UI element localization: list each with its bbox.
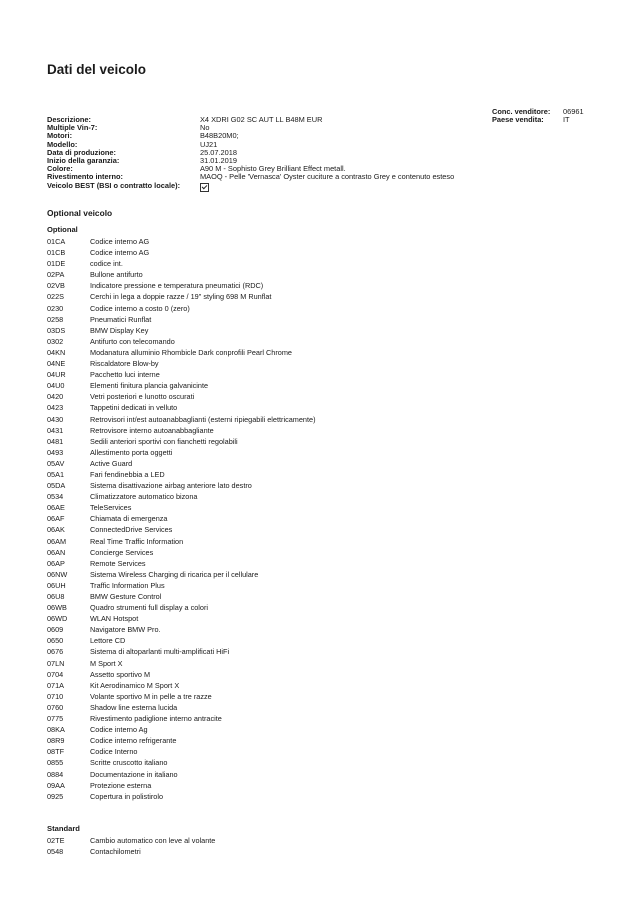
standard-item	[47, 835, 215, 846]
dealer-info	[492, 108, 584, 125]
option-description: Codice Interno	[90, 747, 138, 757]
spec-row	[47, 132, 454, 140]
optional-item	[47, 469, 316, 480]
optional-item	[47, 658, 316, 669]
optional-item	[47, 713, 316, 724]
optional-item	[47, 314, 316, 325]
optional-item	[47, 380, 316, 391]
optional-item	[47, 646, 316, 657]
option-description: Bullone antifurto	[90, 270, 143, 280]
optional-item	[47, 336, 316, 347]
option-code: 05AV	[47, 458, 65, 468]
optional-item	[47, 735, 316, 746]
optional-item	[47, 303, 316, 314]
option-description: Vetri posteriori e lunotto oscurati	[90, 392, 195, 402]
option-description: BMW Gesture Control	[90, 592, 162, 601]
option-code: 04U0	[47, 381, 65, 391]
optional-item	[47, 724, 316, 735]
option-description: Retrovisori int/est autoanabbaglianti (esterni ripiegabili elettricamente)	[90, 414, 316, 424]
option-code: 06AM	[47, 536, 67, 546]
vehicle-specs	[47, 116, 454, 193]
option-code: 0884	[47, 769, 64, 779]
optional-item	[47, 691, 316, 702]
optional-item	[47, 347, 316, 358]
optional-item	[47, 391, 316, 402]
spec-label: Rivestimento interno:	[47, 172, 123, 182]
option-description: Climatizzatore automatico bizona	[90, 492, 198, 502]
optional-item	[47, 558, 316, 569]
option-description: Rivestimento padiglione interno antracite	[90, 714, 222, 724]
option-description: Assetto sportivo M	[90, 669, 151, 679]
option-description: Quadro strumenti full display a colori	[90, 603, 209, 613]
optional-item	[47, 547, 316, 558]
option-code: 06UH	[47, 580, 66, 590]
option-code: 0258	[47, 314, 64, 324]
spec-label: Colore:	[47, 164, 73, 174]
option-code: 09AA	[47, 780, 65, 790]
optional-item	[47, 480, 316, 491]
option-description: Codice interno AG	[90, 237, 150, 246]
option-code: 0493	[47, 447, 64, 457]
spec-label: Motori:	[47, 131, 73, 141]
option-code: 0760	[47, 702, 64, 712]
option-description: Cambio automatico con leve al volante	[90, 836, 216, 845]
option-description: Sistema disattivazione airbag anteriore lato destro	[90, 481, 252, 491]
option-description: Sistema Wireless Charging di ricarica per il cellulare	[90, 569, 259, 579]
option-code: 06U8	[47, 592, 65, 601]
optional-item	[47, 613, 316, 624]
optional-item	[47, 247, 316, 258]
option-description: Kit Aerodinamico M Sport X	[90, 680, 180, 690]
option-code: 04KN	[47, 347, 66, 357]
option-code: 0925	[47, 791, 64, 801]
option-code: 01CA	[47, 237, 66, 246]
optional-item	[47, 269, 316, 280]
option-description: Contachilometri	[90, 847, 141, 857]
option-code: 03DS	[47, 325, 66, 335]
optional-item	[47, 624, 316, 635]
spec-value: MAOQ - Pelle 'Vernasca' Oyster cuciture a contrasto Grey e contenuto esteso	[200, 172, 455, 182]
spec-label: Inizio della garanzia:	[47, 156, 120, 166]
dealer-label: Conc. venditore:	[492, 107, 551, 116]
option-description: Codice interno a costo 0 (zero)	[90, 303, 190, 313]
optional-item	[47, 425, 316, 436]
option-description: M Sport X	[90, 658, 123, 668]
spec-row	[47, 124, 454, 132]
optional-item	[47, 757, 316, 768]
option-description: Navigatore BMW Pro.	[90, 625, 161, 635]
option-description: Fari fendinebbia a LED	[90, 469, 165, 479]
dealer-row	[492, 116, 584, 124]
optional-section-title: Optional veicolo	[47, 208, 113, 218]
option-description: Volante sportivo M in pelle a tre razze	[90, 691, 212, 701]
option-description: Pneumatici Runflat	[90, 314, 152, 324]
option-code: 08KA	[47, 725, 65, 735]
dealer-value: IT	[563, 115, 570, 125]
spec-label: Data di produzione:	[47, 147, 116, 157]
option-code: 0420	[47, 392, 64, 402]
optional-item	[47, 502, 316, 513]
dealer-value: 06961	[563, 107, 584, 116]
spec-value: UJ21	[200, 139, 218, 149]
optional-item	[47, 458, 316, 469]
standard-heading: Standard	[47, 824, 80, 833]
option-description: Codice interno refrigerante	[90, 736, 177, 746]
best-row	[47, 182, 454, 193]
option-description: Active Guard	[90, 458, 133, 468]
optional-list	[47, 236, 316, 802]
option-code: 0775	[47, 714, 64, 724]
option-code: 071A	[47, 680, 65, 690]
best-checkbox[interactable]	[200, 183, 209, 192]
optional-item	[47, 402, 316, 413]
option-code: 0423	[47, 403, 64, 413]
spec-label: Descrizione:	[47, 115, 91, 124]
option-description: BMW Display Key	[90, 325, 149, 335]
optional-item	[47, 325, 316, 336]
standard-item	[47, 846, 215, 857]
option-description: Codice interno Ag	[90, 725, 148, 735]
option-description: Copertura in polistirolo	[90, 791, 164, 801]
optional-item	[47, 236, 316, 247]
option-description: Sistema di altoparlanti multi-amplificati HiFi	[90, 647, 230, 657]
option-description: Tappetini dedicati in velluto	[90, 403, 178, 413]
option-description: Antifurto con telecomando	[90, 336, 175, 346]
optional-item	[47, 491, 316, 502]
optional-item	[47, 791, 316, 802]
optional-item	[47, 580, 316, 591]
spec-label: Modello:	[47, 139, 78, 149]
optional-item	[47, 369, 316, 380]
option-description: Indicatore pressione e temperatura pneumatici (RDC)	[90, 281, 264, 291]
option-code: 0710	[47, 691, 64, 701]
option-description: codice int.	[90, 259, 123, 269]
option-code: 0609	[47, 625, 64, 635]
option-code: 04UR	[47, 370, 66, 380]
optional-item	[47, 291, 316, 302]
option-description: Scritte cruscotto italiano	[90, 758, 168, 768]
optional-item	[47, 258, 316, 269]
option-code: 06NW	[47, 569, 68, 579]
option-code: 0855	[47, 758, 64, 768]
option-description: Shadow line esterna lucida	[90, 702, 178, 712]
option-description: ConnectedDrive Services	[90, 525, 173, 535]
optional-item	[47, 602, 316, 613]
option-description: Traffic Information Plus	[90, 580, 165, 590]
optional-item	[47, 669, 316, 680]
option-description: Pacchetto luci interne	[90, 370, 160, 380]
option-code: 06WB	[47, 603, 67, 613]
optional-item	[47, 769, 316, 780]
option-code: 06WD	[47, 614, 68, 624]
optional-item	[47, 414, 316, 425]
option-description: Allestimento porta oggetti	[90, 447, 173, 457]
option-description: Modanatura alluminio Rhombicle Dark conprofili Pearl Chrome	[90, 347, 292, 357]
option-description: Cerchi in lega a doppie razze / 19" styling 698 M Runflat	[90, 292, 272, 302]
option-code: 01DE	[47, 259, 66, 269]
optional-item	[47, 680, 316, 691]
option-description: Sedili anteriori sportivi con fianchetti regolabili	[90, 436, 238, 446]
option-code: 0676	[47, 647, 64, 657]
option-code: 06AP	[47, 558, 65, 568]
option-description: Protezione esterna	[90, 780, 152, 790]
option-description: Chiamata di emergenza	[90, 514, 168, 524]
optional-item	[47, 780, 316, 791]
option-code: 02VB	[47, 281, 65, 291]
spec-value: A90 M - Sophisto Grey Brilliant Effect metall.	[200, 164, 346, 174]
optional-item	[47, 591, 316, 602]
option-description: Remote Services	[90, 558, 146, 568]
option-code: 08TF	[47, 747, 65, 757]
optional-item	[47, 635, 316, 646]
optional-heading: Optional	[47, 225, 78, 234]
optional-item	[47, 513, 316, 524]
option-code: 0650	[47, 636, 64, 646]
option-description: Elementi finitura plancia galvanicinte	[90, 381, 209, 391]
option-code: 0548	[47, 847, 64, 857]
option-code: 0430	[47, 414, 64, 424]
option-code: 05A1	[47, 469, 65, 479]
option-code: 0230	[47, 303, 64, 313]
option-description: WLAN Hotspot	[90, 614, 139, 624]
option-code: 07LN	[47, 658, 65, 668]
page-title: Dati del veicolo	[47, 62, 147, 77]
option-code: 0534	[47, 492, 64, 502]
option-code: 022S	[47, 292, 65, 302]
spec-label: Multiple Vin-7:	[47, 123, 98, 133]
spec-value: No	[200, 123, 210, 133]
option-description: Documentazione in italiano	[90, 769, 178, 779]
option-description: TeleServices	[90, 503, 132, 513]
optional-item	[47, 358, 316, 369]
option-description: Lettore CD	[90, 636, 126, 646]
option-code: 08R9	[47, 736, 65, 746]
option-code: 0704	[47, 669, 64, 679]
option-code: 0431	[47, 425, 64, 435]
spec-value: 25.07.2018	[200, 147, 237, 157]
option-code: 06AK	[47, 525, 65, 535]
option-description: Riscaldatore Blow-by	[90, 359, 159, 369]
option-code: 05DA	[47, 481, 66, 491]
option-code: 04NE	[47, 359, 66, 369]
spec-value: B48B20M0;	[200, 131, 239, 141]
spec-value: X4 XDRI G02 SC AUT LL B48M EUR	[200, 115, 323, 124]
option-code: 01CB	[47, 248, 66, 258]
optional-item	[47, 524, 316, 535]
option-code: 0481	[47, 436, 64, 446]
option-description: Retrovisore interno autoanabbagliante	[90, 425, 214, 435]
optional-item	[47, 569, 316, 580]
option-code: 02TE	[47, 836, 65, 845]
option-code: 06AF	[47, 514, 65, 524]
best-label: Veicolo BEST (BSI o contratto locale):	[47, 180, 181, 190]
optional-item	[47, 536, 316, 547]
optional-item	[47, 447, 316, 458]
optional-item	[47, 746, 316, 757]
optional-item	[47, 702, 316, 713]
spec-value: 31.01.2019	[200, 156, 237, 166]
option-code: 0302	[47, 336, 64, 346]
option-code: 02PA	[47, 270, 65, 280]
standard-list	[47, 835, 215, 857]
optional-item	[47, 436, 316, 447]
option-description: Concierge Services	[90, 547, 154, 557]
dealer-label: Paese vendita:	[492, 115, 544, 125]
option-code: 06AE	[47, 503, 65, 513]
option-description: Real Time Traffic Information	[90, 536, 184, 546]
option-description: Codice interno AG	[90, 248, 150, 258]
option-code: 06AN	[47, 547, 66, 557]
optional-item	[47, 280, 316, 291]
spec-row	[47, 116, 454, 124]
